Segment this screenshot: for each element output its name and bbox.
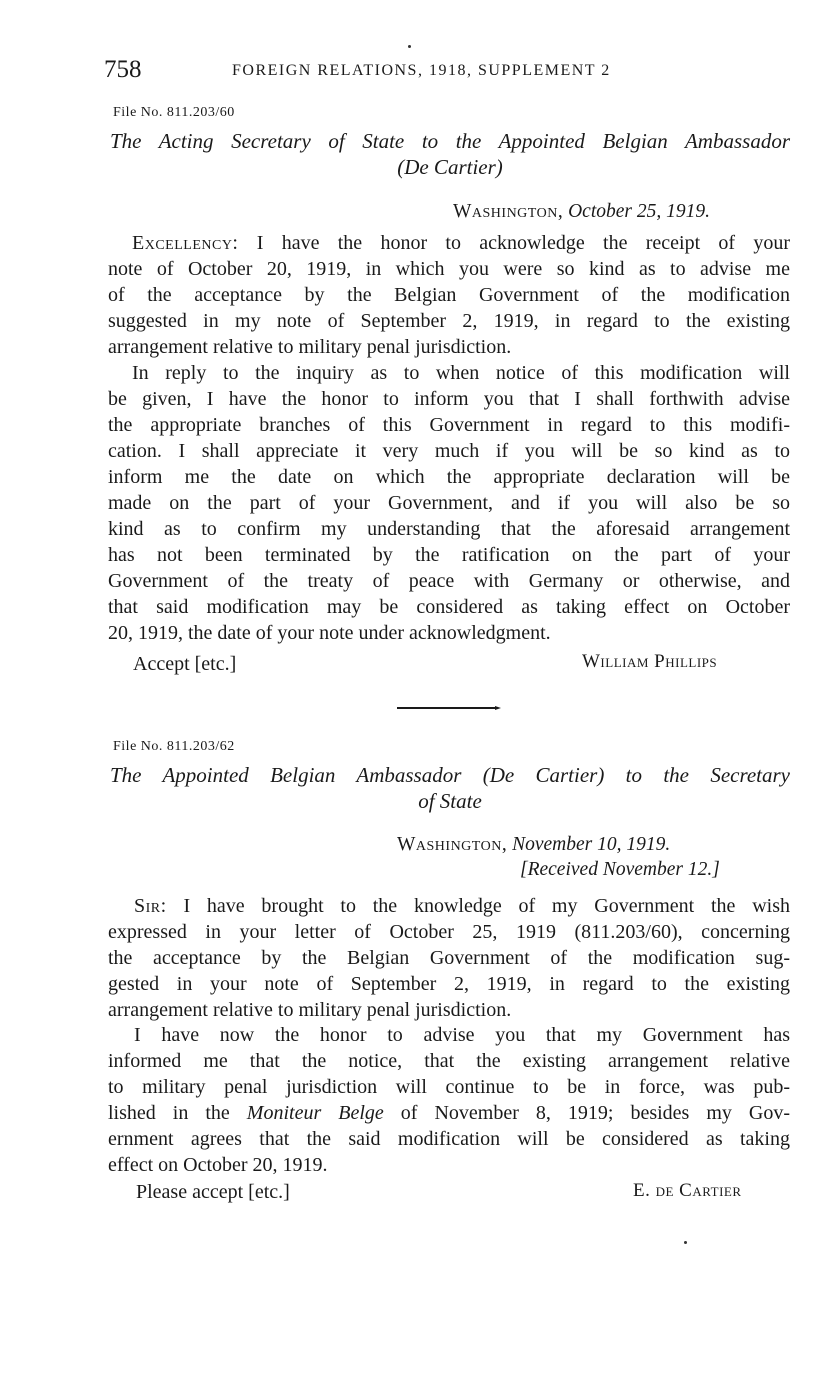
title-line: The Acting Secretary of State to the Appointed Belgian Ambassador [110, 129, 790, 153]
paragraph-line: suggested in my note of September 2, 1919, in regard to the existing [108, 310, 790, 332]
publication-title: Moniteur Belge [246, 1102, 384, 1124]
paragraph-line: be given, I have the honor to inform you that I shall forthwith advise [108, 388, 790, 410]
dateline-place: Washington, [397, 834, 508, 855]
page-header [104, 56, 794, 86]
paragraph-line: the acceptance by the Belgian Government of the modification sug- [108, 947, 790, 969]
closing-2: Please accept [etc.] [136, 1181, 290, 1203]
print-speck [684, 1241, 687, 1244]
signature-1: William Phillips [582, 651, 718, 672]
section-divider [397, 706, 501, 710]
paragraph-line: arrangement relative to military penal jurisdiction. [108, 336, 512, 358]
paragraph-line: lished in the Moniteur Belge of November 8, 1919; besides my Gov- [108, 1102, 791, 1124]
dateline-1 [453, 201, 710, 223]
paragraph-line: kind as to confirm my understanding that the aforesaid arrangement [108, 518, 790, 540]
paragraph-line: expressed in your letter of October 25, 1919 (811.203/60), concerning [108, 921, 790, 943]
signature-2: E. de Cartier [633, 1180, 742, 1201]
running-head: FOREIGN RELATIONS, 1918, SUPPLEMENT 2 [232, 62, 611, 79]
salutation: Excellency: [132, 232, 239, 254]
paragraph-line: arrangement relative to military penal jurisdiction. [108, 999, 512, 1021]
paragraph-line: I have the honor to acknowledge the receipt of your [238, 232, 790, 254]
paragraph-line: I have brought to the knowledge of my Government the wish [166, 895, 790, 917]
page-number: 758 [104, 56, 142, 83]
paragraph-line: In reply to the inquiry as to when notice of this modification will [132, 362, 790, 384]
closing-1: Accept [etc.] [133, 653, 237, 675]
paragraph-line: of the acceptance by the Belgian Government of the modification [108, 284, 790, 306]
paragraph-line: made on the part of your Government, and if you will also be so [108, 492, 790, 514]
salutation: Sir: [134, 895, 167, 917]
received-date: [Received November 12.] [520, 859, 720, 880]
paragraph-2-1 [108, 893, 790, 1023]
paragraph-line: effect on October 20, 1919. [108, 1154, 328, 1176]
title-line: (De Cartier) [397, 155, 503, 179]
paragraph-line: note of October 20, 1919, in which you were so kind as to advise me [108, 258, 790, 280]
document-title-2 [110, 762, 790, 814]
paragraph-line: inform me the date on which the appropriate declaration will be [108, 466, 790, 488]
paragraph-line: informed me that the notice, that the existing arrangement relative [108, 1050, 790, 1072]
file-number-2: File No. 811.203/62 [113, 739, 235, 754]
paragraph-line: Government of the treaty of peace with Germany or otherwise, and [108, 570, 790, 592]
title-line: of State [418, 789, 482, 813]
document-title-1 [110, 128, 790, 180]
paragraph-line: I have now the honor to advise you that my Government has [134, 1024, 790, 1046]
paragraph-line: has not been terminated by the ratification on the part of your [108, 544, 790, 566]
paragraph-line: cation. I shall appreciate it very much if you will be so kind as to [108, 440, 790, 462]
dateline-date: October 25, 1919. [568, 201, 710, 222]
paragraph-line: to military penal jurisdiction will continue to be in force, was pub- [108, 1076, 790, 1098]
file-number-1: File No. 811.203/60 [113, 105, 235, 120]
paragraph-line: 20, 1919, the date of your note under acknowledgment. [108, 622, 551, 644]
title-line: The Appointed Belgian Ambassador (De Cartier) to the Secretary [110, 763, 790, 787]
paragraph-1-2 [108, 360, 790, 646]
dateline-2 [397, 834, 670, 856]
paragraph-line: the appropriate branches of this Government in regard to this modifi- [108, 414, 790, 436]
paragraph-2-2 [108, 1022, 790, 1178]
paragraph-line: ernment agrees that the said modification will be considered as taking [108, 1128, 790, 1150]
paragraph-line: gested in your note of September 2, 1919, in regard to the existing [108, 973, 790, 995]
paragraph-line: that said modification may be considered as taking effect on October [108, 596, 790, 618]
dateline-date: November 10, 1919. [512, 834, 671, 855]
print-speck [408, 45, 411, 48]
paragraph-1-1 [108, 230, 790, 360]
dateline-place: Washington, [453, 201, 564, 222]
